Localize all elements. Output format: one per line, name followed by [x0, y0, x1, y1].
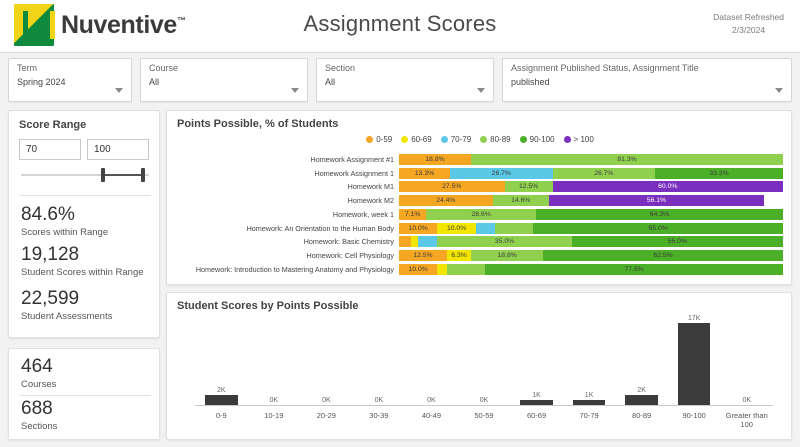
chart-column[interactable] — [258, 323, 291, 405]
chart-column[interactable] — [205, 323, 238, 405]
bar-segment[interactable]: 60.0% — [553, 181, 783, 192]
bar-track — [399, 250, 783, 261]
legend-label: 90-100 — [529, 135, 555, 144]
x-axis-tick-label: Greater than 100 — [725, 411, 768, 430]
score-range-card — [8, 110, 160, 338]
bar-track — [399, 168, 783, 179]
stat-student-assessments — [21, 289, 112, 322]
stat-courses — [21, 357, 56, 390]
bar-row[interactable] — [177, 181, 783, 194]
bar-segment[interactable] — [476, 223, 495, 234]
column-value-label: 1K — [584, 392, 594, 400]
column-chart-plot — [195, 315, 773, 405]
brand-name-text: Nuventive — [61, 10, 177, 39]
dataset-refreshed — [713, 11, 784, 37]
bar-segment[interactable] — [437, 264, 447, 275]
divider — [19, 395, 151, 396]
bar-segment[interactable]: 10.0% — [437, 223, 475, 234]
bar-segment[interactable] — [447, 264, 485, 275]
stat-label: Sections — [21, 420, 58, 432]
filter-bar — [8, 58, 792, 102]
bar-track — [399, 154, 783, 165]
stat-label: Student Scores within Range — [21, 266, 144, 278]
header-divider — [0, 52, 800, 53]
column-value-label: 0K — [269, 397, 279, 404]
bar-category-label: Homework Assignment 1 — [314, 168, 394, 178]
filter-term-label: Term — [17, 63, 37, 73]
legend-color-swatch — [564, 136, 571, 143]
bar-segment[interactable]: 27.5% — [399, 181, 505, 192]
bar-segment[interactable]: 26.7% — [553, 168, 656, 179]
x-axis-tick-label: 20-29 — [316, 411, 336, 420]
bar-track — [399, 181, 783, 192]
filter-course-value: All — [149, 77, 160, 87]
filter-assignment-status-value: published — [511, 77, 550, 87]
stat-value: 84.6% — [21, 204, 75, 225]
bar-category-label: Homework: Cell Physiology — [306, 251, 394, 261]
bar-row[interactable] — [177, 167, 783, 180]
bar-segment[interactable]: 56.1% — [549, 195, 764, 206]
legend-item[interactable] — [441, 135, 471, 144]
counts-card — [8, 348, 160, 440]
bar-segment[interactable]: 35.0% — [437, 236, 571, 247]
chart-column[interactable] — [573, 323, 606, 405]
bar-segment[interactable]: 6.3% — [447, 250, 471, 261]
bar-category-label: Homework, week 1 — [332, 209, 394, 219]
bar-category-label: Homework: Basic Chemistry — [303, 237, 394, 247]
filter-section-label: Section — [325, 63, 356, 73]
column-bar[interactable] — [625, 395, 658, 405]
legend-color-swatch — [480, 136, 487, 143]
bar-segment[interactable]: 28.6% — [426, 209, 536, 220]
app-header — [0, 0, 800, 52]
bar-segment[interactable]: 14.6% — [493, 195, 549, 206]
chart-column[interactable] — [310, 323, 343, 405]
bar-row[interactable] — [177, 208, 783, 221]
divider — [19, 195, 151, 196]
stat-student-scores-within-range — [21, 245, 144, 278]
stat-sections — [21, 399, 57, 432]
bar-segment[interactable]: 62.5% — [543, 250, 783, 261]
bar-segment[interactable]: 10.0% — [399, 223, 437, 234]
dataset-refreshed-label: Dataset Refreshed — [713, 12, 784, 22]
bar-track — [399, 195, 783, 206]
legend-label: > 100 — [573, 135, 594, 144]
column-bar[interactable] — [205, 395, 238, 405]
bar-row[interactable] — [177, 263, 783, 276]
legend-item[interactable] — [564, 135, 594, 144]
bar-segment[interactable]: 55.0% — [572, 236, 783, 247]
filter-term[interactable] — [8, 58, 132, 102]
bar-row[interactable] — [177, 153, 783, 166]
x-axis-line — [195, 405, 773, 406]
bar-segment[interactable]: 65.0% — [533, 223, 783, 234]
filter-course-label: Course — [149, 63, 179, 73]
legend-color-swatch — [401, 136, 408, 143]
bar-segment[interactable]: 12.5% — [399, 250, 447, 261]
bar-segment[interactable]: 10.0% — [399, 264, 437, 275]
bar-row[interactable] — [177, 194, 783, 207]
chart-legend — [167, 135, 793, 144]
stat-scores-within-range — [21, 205, 108, 238]
x-axis-tick-label: 70-79 — [579, 411, 599, 420]
column-value-label: 0K — [479, 397, 489, 404]
legend-item[interactable] — [520, 135, 555, 144]
bar-segment[interactable] — [399, 236, 411, 247]
bar-category-label: Homework Assignment #1 — [310, 154, 394, 164]
bar-category-label: Homework M1 — [347, 182, 394, 192]
x-axis-tick-label: 40-49 — [421, 411, 442, 420]
legend-label: 0-59 — [376, 135, 393, 144]
bar-segment[interactable]: 26.7% — [450, 168, 553, 179]
x-axis-labels — [195, 411, 773, 435]
filter-section-value: All — [325, 77, 336, 87]
filter-course[interactable] — [140, 58, 308, 102]
filter-assignment-status-label: Assignment Published Status, Assignment Title — [511, 63, 699, 73]
slider-fill — [103, 174, 143, 176]
dataset-refreshed-date: 2/3/2024 — [732, 25, 766, 36]
stat-label: Student Assessments — [21, 310, 113, 322]
bar-segment[interactable]: 12.5% — [505, 181, 553, 192]
stat-value: 22,599 — [21, 288, 80, 309]
chevron-down-icon[interactable] — [477, 88, 485, 93]
x-axis-tick-label: 30-39 — [369, 411, 389, 420]
legend-item[interactable] — [366, 135, 392, 144]
bar-segment[interactable]: 7.1% — [399, 209, 426, 220]
column-value-label: 0K — [322, 397, 331, 404]
column-value-label: 0K — [427, 397, 436, 404]
legend-color-swatch — [441, 136, 448, 143]
legend-label: 70-79 — [450, 135, 472, 144]
bar-category-label: Homework M2 — [347, 196, 394, 206]
page-title: Assignment Scores — [303, 11, 497, 36]
stat-label: Courses — [21, 378, 57, 390]
bar-segment[interactable]: 33.3% — [655, 168, 783, 179]
column-value-label: 1K — [532, 392, 541, 400]
points-possible-chart-card — [166, 110, 792, 285]
legend-label: 80-89 — [490, 135, 511, 144]
score-range-min-input[interactable]: 70 — [19, 139, 81, 160]
x-axis-tick-label: 80-89 — [632, 411, 652, 420]
bar-track — [399, 236, 783, 247]
legend-color-swatch — [366, 136, 373, 143]
stacked-bar-chart — [177, 153, 783, 277]
column-bar[interactable] — [678, 323, 711, 405]
x-axis-tick-label: 60-69 — [526, 411, 547, 420]
chart-column[interactable] — [415, 323, 448, 405]
bar-category-label: Homework: Introduction to Mastering Anatomy and Physiology — [195, 265, 394, 275]
filter-section[interactable] — [316, 58, 494, 102]
bar-row[interactable] — [177, 249, 783, 262]
legend-item[interactable] — [401, 135, 431, 144]
bar-segment[interactable]: 18.8% — [471, 250, 543, 261]
score-range-title: Score Range — [19, 119, 87, 131]
chart-column[interactable] — [363, 323, 396, 405]
legend-color-swatch — [520, 136, 527, 143]
filter-assignment-status[interactable] — [502, 58, 792, 102]
bar-category-label: Homework: An Orientation to the Human Body — [246, 223, 394, 233]
bar-row[interactable] — [177, 222, 783, 235]
chevron-down-icon[interactable] — [291, 88, 299, 93]
bar-segment[interactable]: 77.5% — [485, 264, 783, 275]
bar-segment[interactable] — [418, 236, 437, 247]
bar-segment[interactable]: 18.8% — [399, 154, 471, 165]
stat-value: 19,128 — [21, 244, 80, 265]
brand-trademark: ™ — [176, 15, 186, 26]
score-range-max-input[interactable]: 100 — [87, 139, 149, 160]
points-possible-chart-title: Points Possible, % of Students — [177, 118, 339, 130]
bar-track — [399, 223, 783, 234]
chart-column[interactable] — [520, 323, 553, 405]
legend-item[interactable] — [480, 135, 510, 144]
bar-track — [399, 209, 783, 220]
bar-segment[interactable]: 64.3% — [536, 209, 783, 220]
stat-value: 688 — [21, 398, 53, 419]
x-axis-tick-label: 10-19 — [264, 411, 284, 420]
stat-label: Scores within Range — [21, 226, 109, 238]
chart-column[interactable] — [730, 323, 763, 405]
score-range-inputs — [19, 139, 149, 160]
student-scores-chart-title: Student Scores by Points Possible — [177, 300, 359, 312]
x-axis-tick-label: 50-59 — [474, 411, 494, 420]
bar-segment[interactable]: 13.3% — [399, 168, 450, 179]
bar-segment[interactable]: 24.4% — [399, 195, 493, 206]
stat-value: 464 — [21, 356, 53, 377]
student-scores-chart-card — [166, 292, 792, 440]
bar-segment[interactable] — [411, 236, 419, 247]
chart-column[interactable] — [468, 323, 501, 405]
chevron-down-icon[interactable] — [115, 88, 123, 93]
column-value-label: 0K — [374, 397, 384, 404]
slider-handle-max[interactable] — [141, 168, 145, 182]
bar-track — [399, 264, 783, 275]
score-range-slider[interactable] — [21, 167, 149, 183]
bar-segment[interactable] — [495, 223, 533, 234]
column-value-label: 17K — [687, 315, 701, 322]
column-value-label: 0K — [742, 397, 751, 404]
filter-term-value: Spring 2024 — [17, 77, 66, 87]
x-axis-tick-label: 0-9 — [215, 411, 227, 420]
legend-label: 60-69 — [411, 135, 432, 144]
bar-row[interactable] — [177, 236, 783, 249]
slider-handle-min[interactable] — [101, 168, 105, 182]
x-axis-tick-label: 90-100 — [682, 411, 706, 420]
column-value-label: 2K — [637, 387, 646, 395]
chevron-down-icon[interactable] — [775, 88, 783, 93]
bar-segment[interactable]: 81.3% — [471, 154, 783, 165]
chart-column[interactable] — [678, 315, 711, 405]
column-value-label: 2K — [216, 387, 226, 395]
chart-column[interactable] — [625, 323, 658, 405]
